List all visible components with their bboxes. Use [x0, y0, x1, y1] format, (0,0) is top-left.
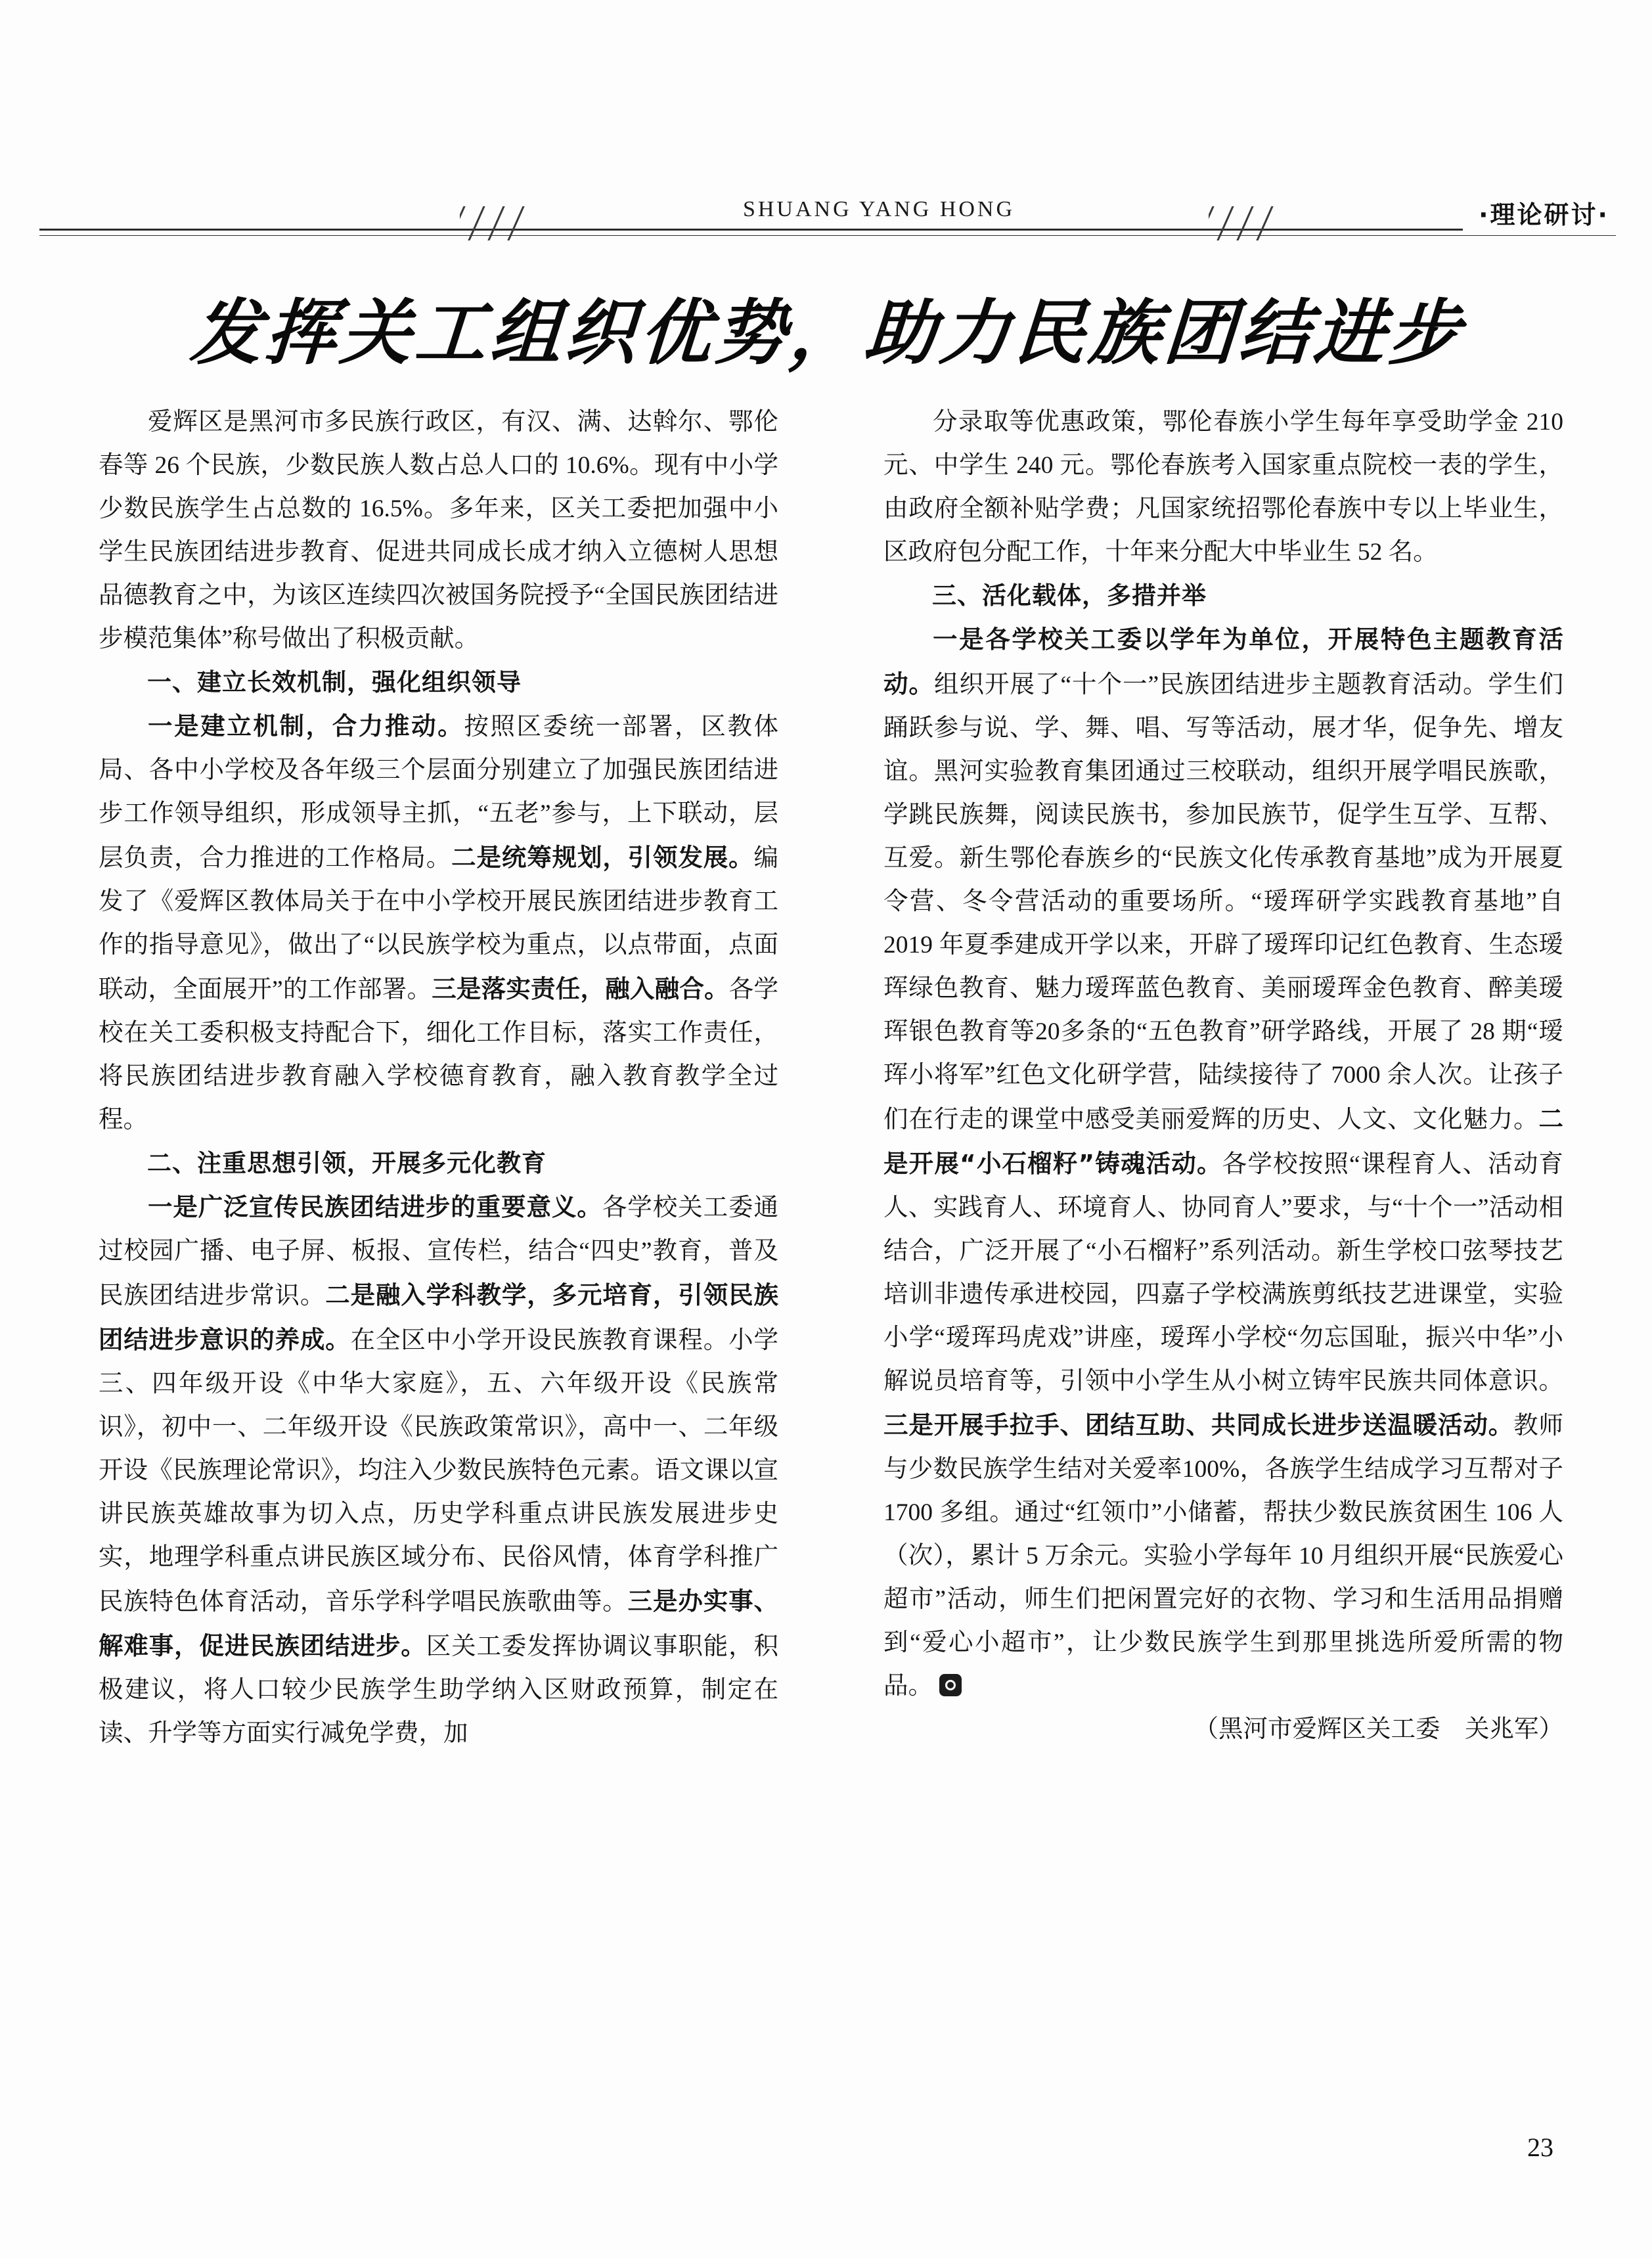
column-left — [99, 401, 778, 1755]
body-run-bold: 三是开展手拉手、团结互助、共同成长进步送温暖活动。 — [883, 1411, 1514, 1439]
end-of-article-icon — [939, 1674, 962, 1696]
header-rule-bottom — [39, 235, 1616, 236]
body-paragraph: 分录取等优惠政策，鄂伦春族小学生每年享受助学金 210 元、中学生 240 元。鄂伦春族考入国家重点院校一表的学生，由政府全额补贴学费；凡国家统招鄂伦春族中专以上毕业生，区政府包分配工作，十年来分配大中毕业生 52 名。 — [883, 409, 1563, 566]
body-run-bold: 一是各学校关工委以学年为单位，开展特色主题教育活动。 — [883, 625, 1563, 698]
body-run-bold: 二是融入学科教学，多元培育，引领民族团结进步意识的养成。 — [99, 1280, 779, 1354]
body-run: 组织开展了“十个一”民族团结进步主题教育活动。学生们踊跃参与说、学、舞、唱、写等活动，展才华，促争先、增友谊。黑河实验教育集团通过三校联动，组织开展学唱民族歌，学跳民族舞，阅读民族书，参加民族节，促学生互学、互帮、互爱。新生鄂伦春族乡的“民族文化传承教育基地”成为开展夏令营、冬令营活动的重要场所。“瑷珲研学实践教育基地”自 2019 年夏季建成开学以来，开辟了瑷珲印记红色教育、生态瑷珲绿色教育、魅力瑷珲蓝色教育、美丽瑷珲金色教育、醉美瑷珲银色教育等20多条的“五色教育”研学路线，开展了 28 期“瑷珲小将军”红色文化研学营，陆续接待了 7000 余人次。让孩子们在行走的课堂中感受美丽爱辉的历史、人文、文化魅力。 — [883, 671, 1563, 1133]
body-run: 各学校按照“课程育人、活动育人、实践育人、环境育人、协同育人”要求，与“十个一”活动相结合，广泛开展了“小石榴籽”系列活动。新生学校口弦琴技艺培训非遗传承进校园，四嘉子学校满族剪纸技艺进课堂，实验小学“瑷珲玛虎戏”讲座，瑷珲小学校“勿忘国耻，振兴中华”小解说员培育等，引领中小学生从小树立铸牢民族共同体意识。 — [883, 1151, 1563, 1395]
body-run-bold: 一是建立机制，合力推动。 — [148, 711, 464, 740]
body-run: 编发了《爱辉区教体局关于在中小学校开展民族团结进步教育工作的指导意见》，做出了“以民族学校为重点，以点带面，点面联动，全面展开”的工作部署。 — [99, 845, 779, 1003]
section-label: ·理论研讨· — [1463, 194, 1616, 231]
body-paragraph — [99, 704, 778, 1142]
body-run-bold: 三是落实责任，融入融合。 — [432, 974, 729, 1003]
body-run: 各学校关工委通过校园广播、电子屏、板报、宣传栏，结合“四史”教育，普及民族团结进步常识。 — [99, 1194, 778, 1309]
journal-name-romanized: SHUANG YANG HONG — [683, 197, 1075, 222]
article-body — [99, 401, 1563, 2083]
body-run-bold: 二是统筹规划，引领发展。 — [451, 843, 754, 872]
section-heading: 一、建立长效机制，强化组织领导 — [147, 668, 522, 696]
body-run: 区关工委发挥协调议事职能，积极建议，将人口较少民族学生助学纳入区财政预算，制定在读、升学等方面实行减免学费，加 — [99, 1633, 778, 1747]
body-run-bold: 二是开展“小石榴籽”铸魂活动。 — [883, 1104, 1563, 1178]
header-rule-top — [39, 229, 1616, 231]
body-run-bold: 一是广泛宣传民族团结进步的重要意义。 — [148, 1192, 602, 1221]
body-paragraph: 爱辉区是黑河市多民族行政区，有汉、满、达斡尔、鄂伦春等 26 个民族，少数民族人数占总人口的 10.6%。现有中小学少数民族学生占总数的 16.5%。多年来，区关工委把加强中小学生民族团结进步教育、促进共同成长成才纳入立德树人思想品德教育之中，为该区连续四次被国务院授予“全国民族团结进步模范集体”称号做出了积极贡献。 — [99, 409, 778, 652]
header-slash-decoration-left — [460, 206, 558, 240]
body-paragraph — [99, 1185, 778, 1755]
page-number: 23 — [1527, 2133, 1553, 2162]
column-right — [883, 401, 1563, 1751]
article-signature: （黑河市爱辉区关工委 关兆军） — [1194, 1716, 1563, 1743]
section-heading: 三、活化载体，多措并举 — [932, 581, 1207, 610]
page-header — [39, 197, 1616, 256]
article-title: 发挥关工组织优势，助力民族团结进步 — [187, 292, 1467, 374]
body-run: 在全区中小学开设民族教育课程。小学三、四年级开设《中华大家庭》，五、六年级开设《民族常识》，初中一、二年级开设《民族政策常识》，高中一、二年级开设《民族理论常识》，均注入少数民族特色元素。语文课以宣讲民族英雄故事为切入点，历史学科重点讲民族发展进步史实，地理学科重点讲民族区域分布、民俗风情，体育学科推广民族特色体育活动，音乐学科学唱民族歌曲等。 — [99, 1327, 779, 1615]
body-run: 各学校在关工委积极支持配合下，细化工作目标，落实工作责任，将民族团结进步教育融入学校德育教育，融入教育教学全过程。 — [99, 976, 779, 1133]
section-heading: 二、注重思想引领，开展多元化教育 — [147, 1149, 547, 1177]
header-slash-decoration-right — [1209, 206, 1307, 240]
body-paragraph — [883, 618, 1563, 1708]
body-run-bold: 三是办实事、解难事，促进民族团结进步。 — [99, 1587, 778, 1660]
body-run: 教师与少数民族学生结对关爱率100%，各族学生结成学习互帮对子 1700 多组。通过“红领巾”小储蓄，帮扶少数民族贫困生 106 人（次），累计 5 万余元。实验小学每年 10 月组织开展“民族爱心超市”活动，师生们把闲置完好的衣物、学习和生活用品捐赠到“爱心小超市”，让少数民族学生到那里挑选所爱所需的物品。 — [883, 1412, 1564, 1700]
body-run: 按照区委统一部署，区教体局、各中小学校及各年级三个层面分别建立了加强民族团结进步工作领导组织，形成领导主抓，“五老”参与，上下联动，层层负责，合力推进的工作格局。 — [99, 713, 779, 872]
